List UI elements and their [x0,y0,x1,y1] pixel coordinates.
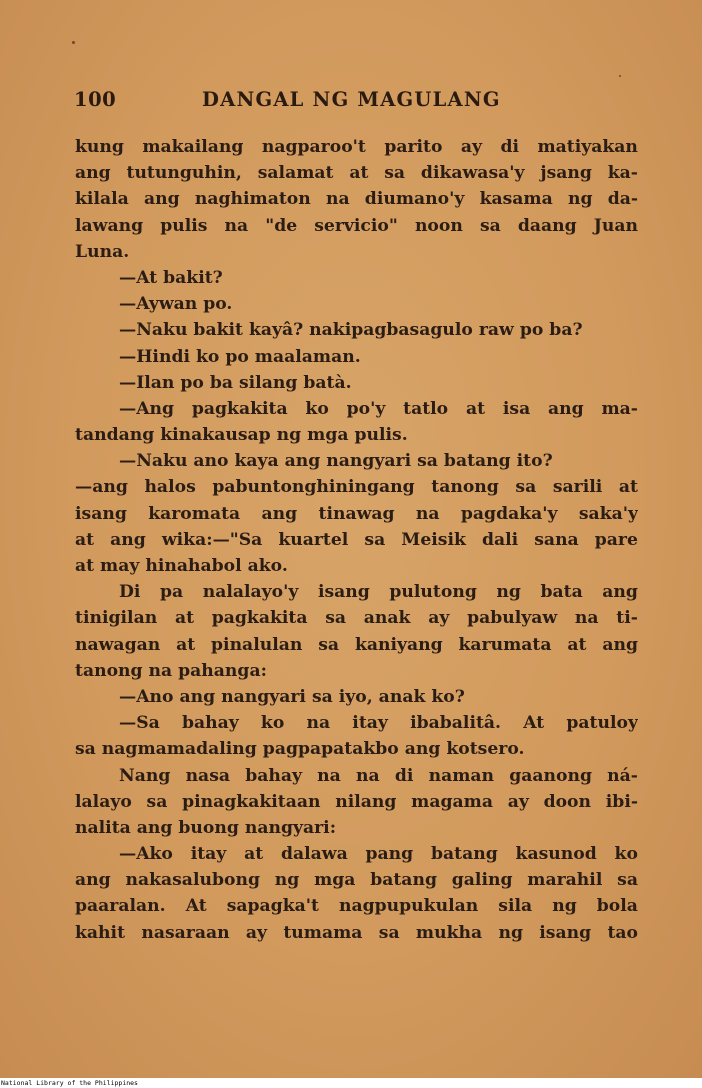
text-line: sa nagmamadaling pagpapatakbo ang kotsero. [75,739,525,760]
text-line: —Ako itay at dalawa pang batang kasunod ko [119,844,638,865]
text-line: nalita ang buong nangyari: [75,817,337,838]
running-title: DANGAL NG MAGULANG [202,88,501,111]
text-line: —Naku bakit kayâ? nakipagbasagulo raw po ba? [119,320,583,341]
text-line: paaralan. At sapagka't nagpupukulan sila ng bola [75,896,638,917]
text-line: —ang halos pabuntonghiningang tanong sa sarili at [75,477,638,498]
text-line: lawang pulis na "de servicio" noon sa daang Juan [75,215,638,236]
text-line: —At bakit? [119,267,223,288]
text-line: tandang kinakausap ng mga pulis. [75,425,408,446]
text-line: —Hindi ko po maalaman. [119,346,361,367]
text-line: Luna. [75,241,130,262]
text-line: Nang nasa bahay na na di naman gaanong ná- [119,765,638,786]
text-line: —Sa bahay ko na itay ibabalitâ. At patuloy [119,713,638,734]
text-line: kahit nasaraan ay tumama sa mukha ng isang tao [75,922,638,943]
page-speck [72,41,75,44]
text-line: kung makailang nagparoo't parito ay di matiyakan [75,137,638,157]
page-speck [619,75,621,77]
text-line: isang karomata ang tinawag na pagdaka'y saka'y [75,503,638,524]
text-line: —Ang pagkakita ko po'y tatlo at isa ang ma- [119,398,638,419]
text-line: Di pa nalalayo'y isang pulutong ng bata ang [119,582,638,603]
text-line: ang tutunguhin, salamat at sa dikawasa'y jsang ka- [75,163,638,184]
text-line: ang nakasalubong ng mga batang galing marahil sa [75,870,638,891]
text-line: kilala ang naghimaton na diumano'y kasama ng da- [75,189,638,210]
text-line: —Ilan po ba silang batà. [119,372,352,393]
text-line: tanong na pahanga: [75,660,267,681]
body-text [75,134,638,946]
footer-credit: National Library of the Philippines [1,1079,138,1087]
text-line: at ang wika:—"Sa kuartel sa Meisik dali sana pare [75,529,638,550]
text-line: tinigilan at pagkakita sa anak ay pabulyaw na ti- [75,608,638,629]
text-line: —Ano ang nangyari sa iyo, anak ko? [119,686,465,707]
text-line: —Naku ano kaya ang nangyari sa batang ito? [119,451,553,472]
page-header [74,88,674,118]
text-line: at may hinahabol ako. [75,556,288,576]
page-number: 100 [74,88,117,111]
text-line: nawagan at pinalulan sa kaniyang karumata at ang [75,634,638,655]
text-line: —Aywan po. [119,294,233,315]
text-line: lalayo sa pinagkakitaan nilang magama ay doon ibi- [75,791,638,812]
